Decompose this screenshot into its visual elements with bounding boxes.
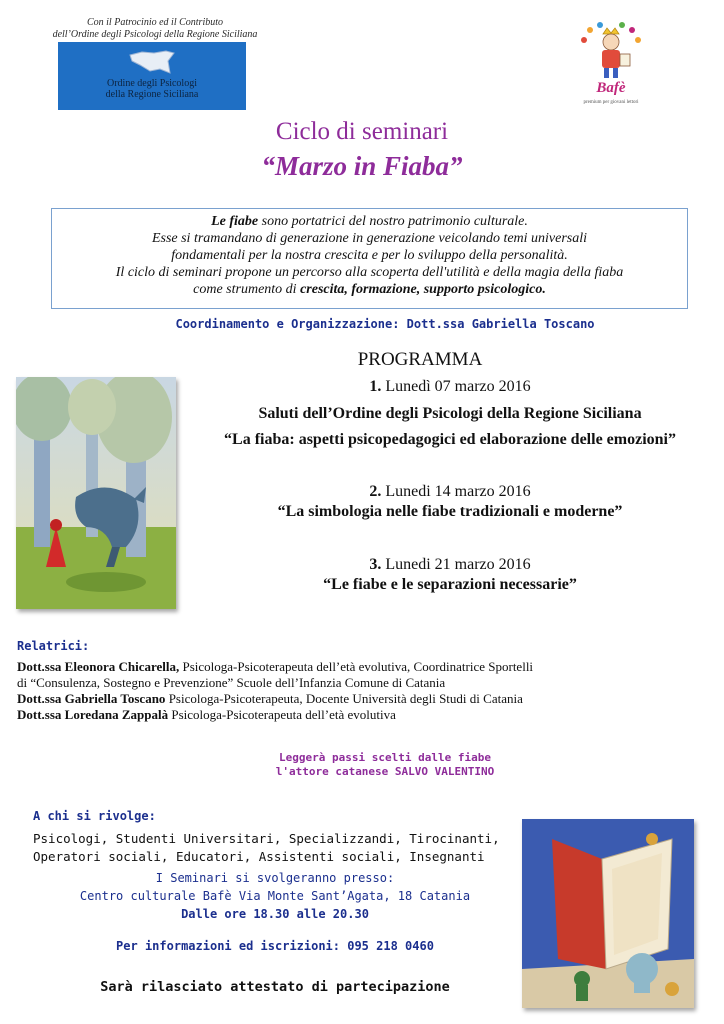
bafe-brand-text: Bafè: [596, 80, 626, 96]
certificate-note: Sarà rilasciato attestato di partecipazione: [100, 979, 450, 995]
speaker-3-desc: Psicologa-Psicoterapeuta dell’età evolutiva: [168, 707, 396, 722]
programma-heading: PROGRAMMA: [357, 349, 483, 370]
intro-line-1-rest: sono portatrici del nostro patrimonio culturale.: [258, 214, 528, 229]
session-2-topic: “La simbologia nelle fiabe tradizionali e moderne”: [277, 503, 623, 520]
audience-line-1: Psicologi, Studenti Universitari, Specializzandi, Tirocinanti,: [33, 831, 500, 846]
patronage-line-1: Con il Patrocinio ed il Contributo: [86, 17, 224, 28]
bafe-tagline: premium per giovani lettori: [583, 100, 639, 105]
ordine-psicologi-logo: [58, 42, 246, 110]
intro-line-5: [56, 281, 683, 298]
info-contact: Per informazioni ed iscrizioni: 095 218 0460: [116, 939, 434, 953]
session-1-date: [210, 378, 690, 396]
intro-line-1: [56, 213, 683, 230]
intro-line-5-bold: crescita, formazione, supporto psicologico.: [300, 282, 546, 297]
speaker-2-desc: Psicologa-Psicoterapeuta, Docente Università degli Studi di Catania: [165, 691, 523, 706]
session-2-number: 2.: [369, 483, 382, 500]
audience-heading: A chi si rivolge:: [33, 809, 156, 823]
relatrici-heading: Relatrici:: [17, 639, 90, 653]
session-3-topic: “Le fiabe e le separazioni necessarie”: [323, 576, 577, 593]
speaker-1-desc-2: di “Consulenza, Sostegno e Prevenzione” Scuole dell’Infanzia Comune di Catania: [17, 675, 446, 690]
title-line-1: Ciclo di seminari: [275, 118, 449, 145]
fairy-tale-illustration: [16, 377, 176, 609]
book-illustration: [522, 819, 694, 1008]
session-3-number: 3.: [369, 556, 382, 573]
patronage-note: [30, 17, 280, 41]
speaker-1-name: Dott.ssa Eleonora Chicarella,: [17, 659, 180, 674]
speaker-1-desc: Psicologa-Psicoterapeuta dell’età evolutiva, Coordinatrice Sportelli: [179, 659, 534, 674]
title-line-2: “Marzo in Fiaba”: [261, 151, 463, 181]
session-2-date: [210, 483, 690, 501]
intro-bold-lead: Le fiabe: [211, 214, 259, 229]
session-3-date: [210, 556, 690, 574]
speaker-2: [17, 691, 717, 706]
sicily-map-icon: [128, 49, 176, 77]
intro-line-2: Esse si tramandano di generazione in generazione veicolando temi universali: [151, 231, 588, 246]
reading-line-1: Leggerà passi scelti dalle fiabe: [279, 751, 491, 764]
speaker-3: [17, 707, 717, 722]
bafe-mascot-icon: [576, 20, 646, 82]
speaker-2-name: Dott.ssa Gabriella Toscano: [17, 691, 166, 706]
session-1-greeting: Saluti dell’Ordine degli Psicologi della Regione Siciliana: [258, 405, 642, 422]
speaker-1: [17, 659, 717, 674]
session-1-date-text: Lunedì 07 marzo 2016: [381, 378, 531, 395]
intro-box: [51, 208, 688, 309]
session-1-number: 1.: [369, 378, 382, 395]
venue-line-2: Centro culturale Bafè Via Monte Sant’Agata, 18 Catania: [79, 889, 471, 903]
patronage-line-2: dell’Ordine degli Psicologi della Regione Siciliana: [52, 29, 258, 40]
venue-hours: Dalle ore 18.30 alle 20.30: [181, 907, 369, 921]
audience-line-2: Operatori sociali, Educatori, Assistenti sociali, Insegnanti: [33, 849, 485, 864]
session-2-date-text: Lunedi 14 marzo 2016: [381, 483, 531, 500]
ordine-logo-line-2: della Regione Siciliana: [105, 89, 199, 100]
reading-line-2: l'attore catanese SALVO VALENTINO: [275, 765, 495, 778]
intro-line-4: Il ciclo di seminari propone un percorso alla scoperta dell'utilità e della magia della fiaba: [115, 265, 624, 280]
coordination-line: Coordinamento e Organizzazione: Dott.ssa Gabriella Toscano: [175, 317, 595, 331]
venue-line-1: I Seminari si svolgeranno presso:: [155, 871, 395, 885]
session-1-topic: “La fiaba: aspetti psicopedagogici ed elaborazione delle emozioni”: [224, 431, 676, 448]
intro-line-3: fondamentali per la nostra crescita e per lo sviluppo della personalità.: [171, 248, 568, 263]
reading-note: [0, 751, 724, 779]
ordine-logo-text: [58, 78, 246, 100]
intro-line-5-start: come strumento di: [193, 282, 301, 297]
speaker-3-name: Dott.ssa Loredana Zappalà: [17, 707, 169, 722]
ordine-logo-line-1: Ordine degli Psicologi: [107, 78, 197, 89]
session-3-date-text: Lunedi 21 marzo 2016: [381, 556, 531, 573]
bafe-logo: [576, 20, 646, 112]
